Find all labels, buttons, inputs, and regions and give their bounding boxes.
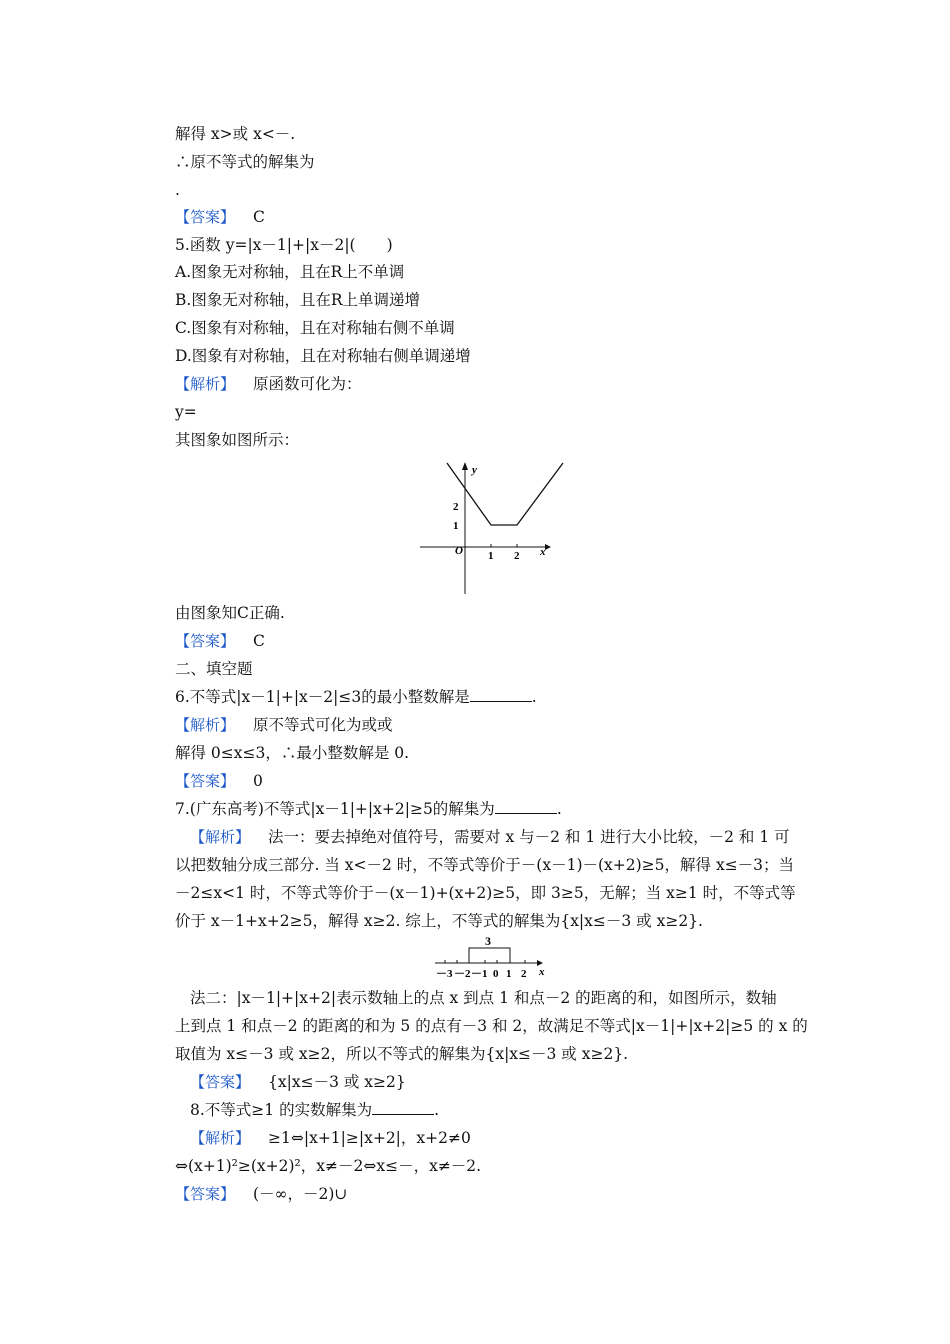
- analysis-text: 原函数可化为：: [253, 375, 362, 393]
- y-axis-label: y: [472, 464, 477, 476]
- segment-label: 3: [485, 934, 491, 948]
- section-heading: 二、填空题: [175, 660, 253, 678]
- function-graph: [415, 458, 575, 598]
- analysis-text: ≥1⇔|x+1|≥|x+2|，x+2≠0: [268, 1129, 471, 1147]
- answer-value: C: [253, 208, 265, 226]
- tick-label-x: 1: [488, 550, 494, 562]
- analysis-tag: 【解析】: [190, 1129, 251, 1147]
- answer-line: [175, 771, 263, 791]
- question-end: .: [434, 1101, 440, 1119]
- question-7: [175, 799, 562, 819]
- question-end: .: [556, 800, 562, 818]
- text-line: 上到点 1 和点－2 的距离的和为 5 的点有－3 和 2，故满足不等式|x－1|+|x+2|≥5 的 x 的: [175, 1017, 808, 1035]
- conclusion-5: 由图象知C正确.: [175, 604, 285, 622]
- answer-value: 0: [253, 772, 263, 790]
- y-equation: y=: [175, 403, 197, 421]
- tick-label: 2: [521, 968, 527, 980]
- x-axis-label: x: [539, 966, 545, 978]
- text-line: －2≤x<1 时，不等式等价于－(x－1)+(x+2)≥5，即 3≥5，无解；当 x≥1 时，不等式等: [175, 884, 796, 902]
- answer-tag: 【答案】: [190, 1073, 251, 1091]
- text-line: 以把数轴分成三部分. 当 x<－2 时，不等式等价于－(x－1)－(x+2)≥5，解得 x≤－3；当: [175, 856, 795, 874]
- function-curve: [447, 463, 563, 525]
- text-line: .: [175, 181, 180, 199]
- text-line: ∴原不等式的解集为: [175, 153, 315, 171]
- analysis-tag: 【解析】: [175, 375, 236, 393]
- question-6: [175, 687, 537, 707]
- analysis-line: [175, 715, 393, 735]
- option-b: B.图象无对称轴，且在R上单调递增: [175, 291, 420, 309]
- origin-label: O: [455, 545, 463, 557]
- answer-tag: 【答案】: [175, 208, 236, 226]
- text-line: ⇔(x+1)²≥(x+2)²，x≠－2⇔x≤－，x≠－2.: [175, 1157, 482, 1175]
- answer-line: [175, 207, 265, 227]
- text-line: 解得 0≤x≤3，∴最小整数解是 0.: [175, 744, 410, 762]
- tick-label-x: 2: [514, 550, 520, 562]
- tick-label-y: 1: [453, 520, 459, 532]
- answer-line: [190, 1072, 406, 1092]
- x-axis-arrow: [545, 544, 551, 550]
- answer-value: C: [253, 632, 265, 650]
- analysis-line: [190, 1128, 471, 1148]
- text-line: 取值为 x≤－3 或 x≥2，所以不等式的解集为{x|x≤－3 或 x≥2}.: [175, 1045, 629, 1063]
- answer-tag: 【答案】: [175, 632, 236, 650]
- y-axis-arrow: [462, 462, 468, 470]
- question-text: 6.不等式|x－1|+|x－2|≤3的最小整数解是: [175, 688, 470, 706]
- answer-tag: 【答案】: [175, 772, 236, 790]
- option-d: D.图象有对称轴，且在对称轴右侧单调递增: [175, 347, 471, 365]
- analysis-text: 原不等式可化为或或: [253, 716, 393, 734]
- text-line: 价于 x－1+x+2≥5，解得 x≥2. 综上，不等式的解集为{x|x≤－3 或 x≥2}.: [175, 912, 703, 930]
- answer-value: {x|x≤－3 或 x≥2}: [268, 1073, 406, 1091]
- analysis-line: [175, 374, 362, 394]
- text-line: 法二：|x－1|+|x+2|表示数轴上的点 x 到点 1 和点－2 的距离的和，如图所示，数轴: [190, 989, 777, 1007]
- question-8: [190, 1100, 439, 1120]
- answer-value: (－∞，－2)∪: [253, 1185, 348, 1203]
- answer-line: [175, 1184, 347, 1204]
- number-line-figure: [433, 933, 553, 981]
- answer-blank: [372, 1100, 434, 1115]
- tick-label: －3: [436, 968, 453, 980]
- tick-label: 0: [493, 968, 499, 980]
- tick-label: －1: [471, 968, 488, 980]
- question-5: 5.函数 y=|x－1|+|x－2|( ): [175, 236, 393, 254]
- answer-blank: [495, 799, 557, 814]
- graph-intro: 其图象如图所示：: [175, 431, 300, 449]
- analysis-tag: 【解析】: [190, 828, 251, 846]
- answer-blank: [470, 687, 532, 702]
- analysis-line: [190, 827, 790, 847]
- answer-line: [175, 631, 265, 651]
- text-line: 解得 x>或 x<－.: [175, 125, 296, 143]
- tick-label: －2: [454, 968, 471, 980]
- tick-label: 1: [506, 968, 512, 980]
- option-c: C.图象有对称轴，且在对称轴右侧不单调: [175, 319, 455, 337]
- tick-label-y: 2: [453, 501, 459, 513]
- option-a: A.图象无对称轴，且在R上不单调: [175, 263, 405, 281]
- question-text: 7.(广东高考)不等式|x－1|+|x+2|≥5的解集为: [175, 800, 495, 818]
- analysis-text: 法一：要去掉绝对值符号，需要对 x 与－2 和 1 进行大小比较，－2 和 1 可: [268, 828, 790, 846]
- distance-bracket: [469, 948, 510, 963]
- question-text: 8.不等式≥1 的实数解集为: [190, 1101, 373, 1119]
- question-end: .: [531, 688, 537, 706]
- answer-tag: 【答案】: [175, 1185, 236, 1203]
- x-axis-label: x: [540, 546, 546, 558]
- analysis-tag: 【解析】: [175, 716, 236, 734]
